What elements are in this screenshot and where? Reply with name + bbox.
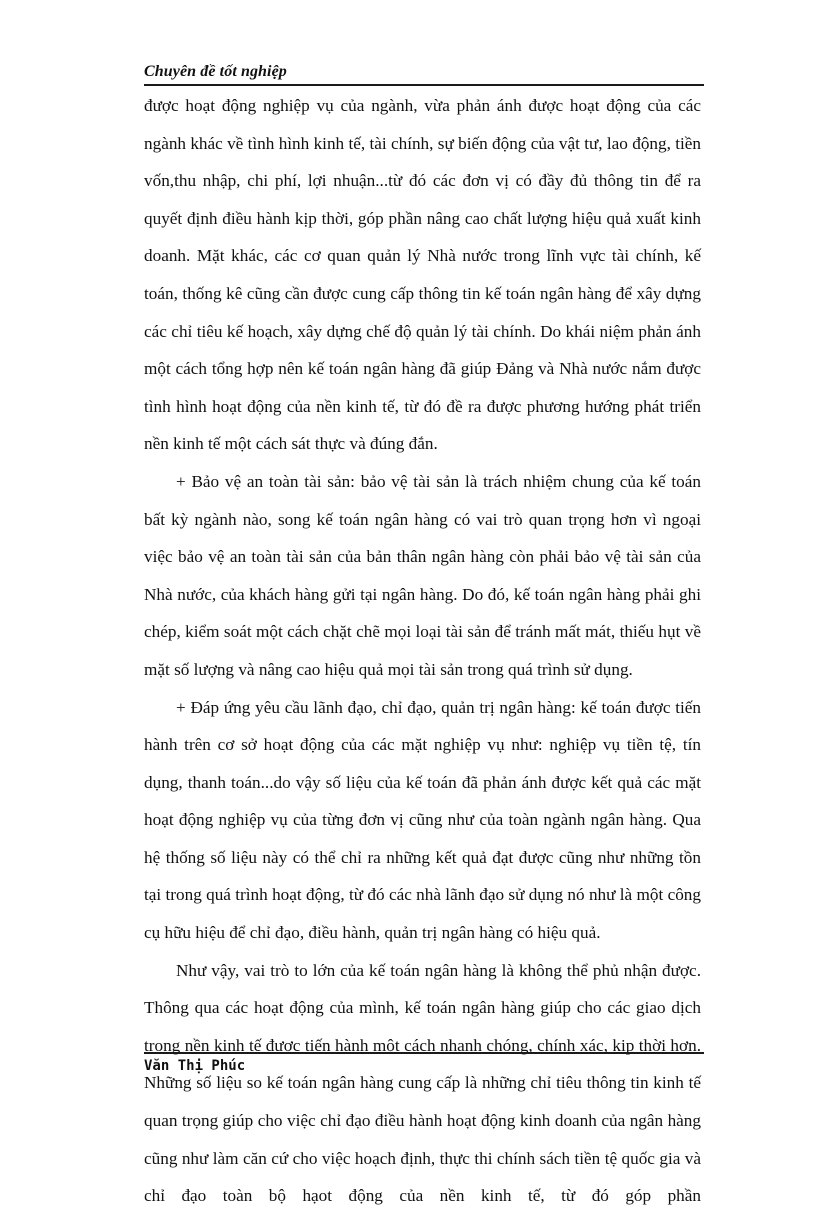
paragraph-asset-protection: + Bảo vệ an toàn tài sản: bảo vệ tài sản là trách nhiệm chung của kế toán bất kỳ ngành nào, song kế toán ngân hàng có vai trò quan trọng hơn vì ngoại việc bảo vệ an toàn tài sản của bản thân ngân hàng còn phải bảo vệ tài sản của Nhà nước, của khách hàng gửi tại ngân hàng. Do đó, kế toán ngân hàng phải ghi chép, kiểm soát một cách chặt chẽ mọi loại tài sản để tránh mất mát, thiếu hụt về mặt số lượng và nâng cao hiệu quả mọi tài sản trong quá trình sử dụng.: [144, 471, 701, 679]
body-text: [144, 87, 701, 1215]
paragraph-conclusion: Như vậy, vai trò to lớn của kế toán ngân hàng là không thể phủ nhận được. Thông qua các hoạt động của mình, kế toán ngân hàng giúp cho các giao dịch trong nền kinh tế được tiến hành một cách nhanh chóng, chính xác, kịp thời hơn. Những số liệu so kế toán ngân hàng cung cấp là những chỉ tiêu thông tin kinh tế quan trọng giúp cho việc chỉ đạo điều hành hoạt động kinh doanh của ngân hàng cũng như làm căn cứ cho việc hoạch định, thực thi chính sách tiền tệ quốc gia và chỉ đạo toàn bộ hạot động của nền kinh tế, từ đó góp phần: [144, 960, 701, 1206]
header-title: Chuyên đề tốt nghiệp: [144, 63, 287, 80]
page-footer: [144, 1052, 704, 1074]
page-header: [144, 58, 704, 86]
footer-author: Văn Thị Phúc: [144, 1058, 246, 1074]
paragraph-management-support: + Đáp ứng yêu cầu lãnh đạo, chỉ đạo, quản trị ngân hàng: kế toán được tiến hành trên cơ sở hoạt động của các mặt nghiệp vụ như: nghiệp vụ tiền tệ, tín dụng, thanh toán...do vậy số liệu của kế toán đã phản ánh được kết quả các mặt hoạt động nghiệp vụ của từng đơn vị cũng như của toàn ngành ngân hàng. Qua hệ thống số liệu này có thể chỉ ra những kết quả đạt được cũng như những tồn tại trong quá trình hoạt động, từ đó các nhà lãnh đạo sử dụng nó như là một công cụ hữu hiệu để chỉ đạo, điều hành, quản trị ngân hàng có hiệu quả.: [144, 697, 701, 943]
paragraph-continuation: được hoạt động nghiệp vụ của ngành, vừa phản ánh được hoạt động của các ngành khác về tình hình kinh tế, tài chính, sự biến động của vật tư, lao động, tiền vốn,thu nhập, chi phí, lợi nhuận...từ đó các đơn vị có đầy đủ thông tin để ra quyết định điều hành kịp thời, góp phần nâng cao chất lượng hiệu quả xuất kinh doanh. Mặt khác, các cơ quan quản lý Nhà nước trong lĩnh vực tài chính, kế toán, thống kê cũng cần được cung cấp thông tin kế toán ngân hàng để xây dựng các chỉ tiêu kế hoạch, xây dựng chế độ quản lý tài chính. Do khái niệm phản ánh một cách tổng hợp nên kế toán ngân hàng đã giúp Đảng và Nhà nước nắm được tình hình hoạt động của nền kinh tế, từ đó đề ra được phương hướng phát triển nền kinh tế một cách sát thực và đúng đắn.: [144, 96, 701, 454]
